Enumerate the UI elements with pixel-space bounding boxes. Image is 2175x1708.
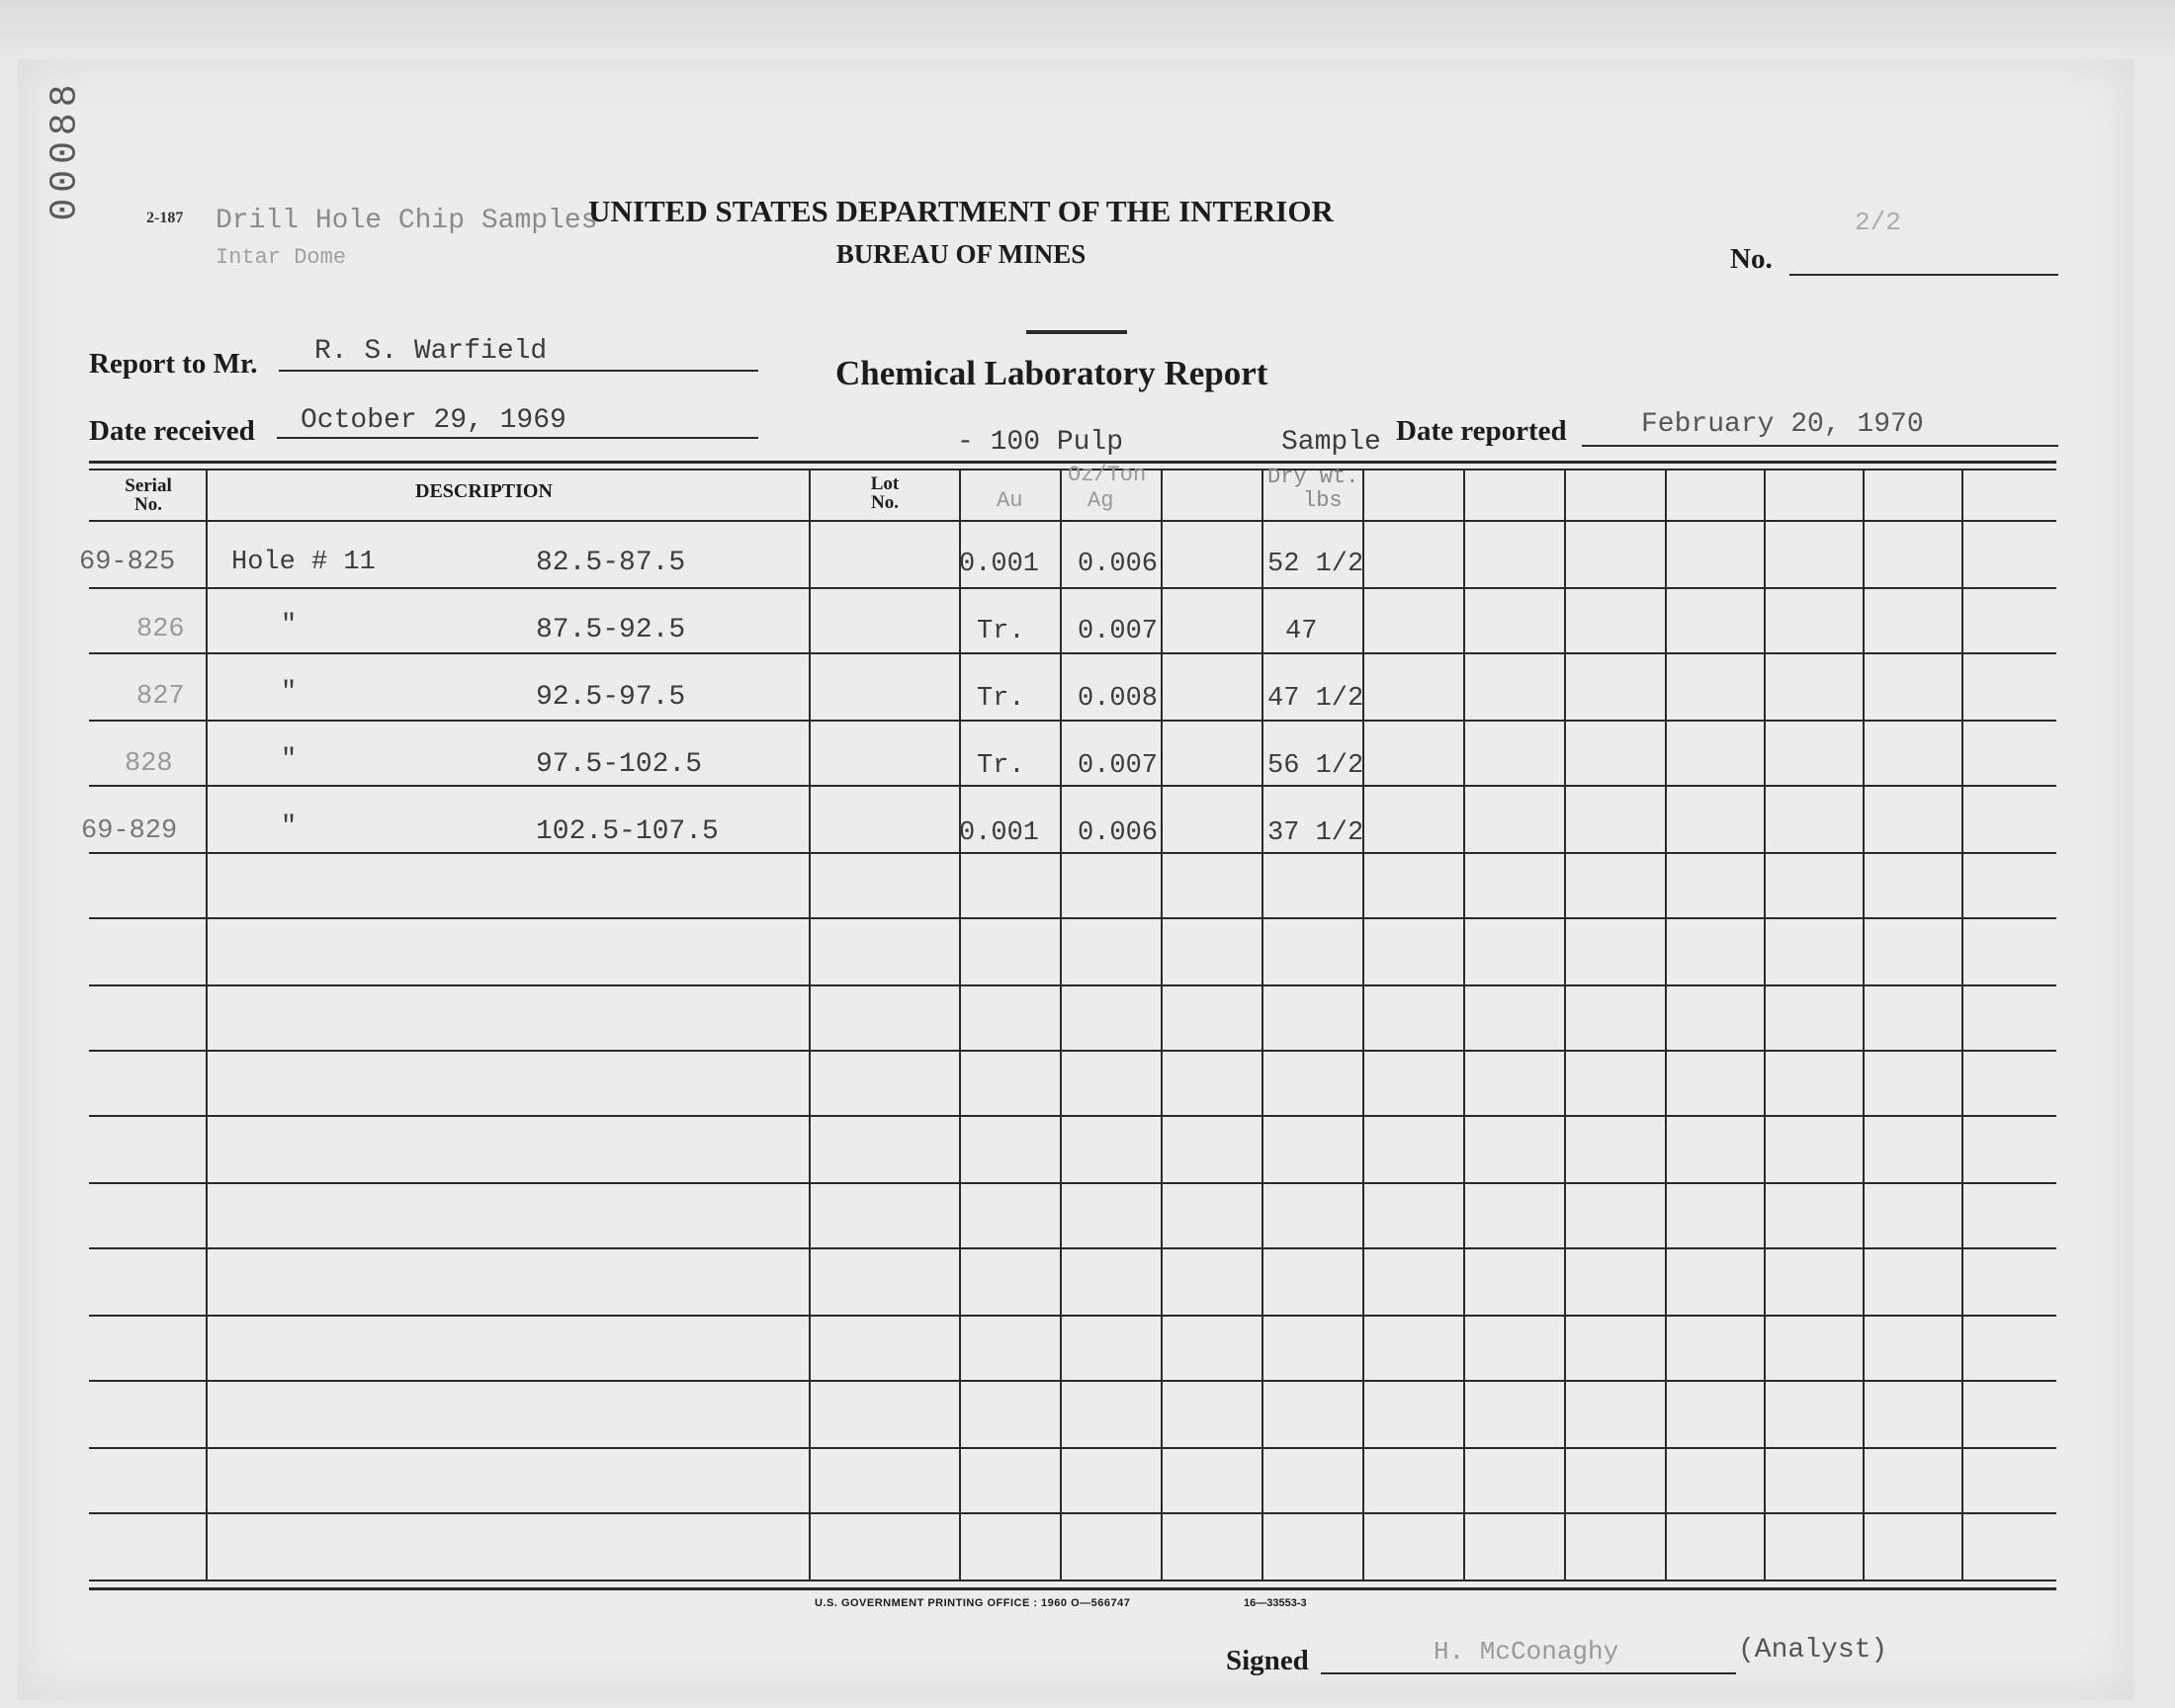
row-rule-8 bbox=[89, 1050, 2056, 1052]
no-underline bbox=[1789, 274, 2058, 276]
top-scan-strip bbox=[0, 0, 2175, 61]
row-serial: 828 bbox=[125, 749, 173, 779]
row-rule-13 bbox=[89, 1380, 2056, 1382]
row-au: Tr. bbox=[977, 617, 1025, 646]
row-interval: 102.5-107.5 bbox=[536, 816, 719, 847]
row-dry-wt: 56 1/2 bbox=[1267, 751, 1364, 781]
row-rule-14 bbox=[89, 1447, 2056, 1449]
row-rule-12 bbox=[89, 1315, 2056, 1317]
row-au: 0.001 bbox=[959, 550, 1040, 579]
col-line-blank-4 bbox=[1665, 470, 1667, 1581]
row-rule-10 bbox=[89, 1182, 2056, 1184]
row-rule-2 bbox=[89, 652, 2056, 654]
row-serial: 69-829 bbox=[81, 816, 178, 846]
report-to-value: R. S. Warfield bbox=[314, 336, 548, 367]
date-received-value: October 29, 1969 bbox=[301, 405, 566, 436]
col-line-blank-1 bbox=[1262, 470, 1263, 1581]
report-sheet bbox=[18, 59, 2133, 1700]
row-rule-3 bbox=[89, 720, 2056, 722]
row-serial: 69-825 bbox=[79, 548, 176, 577]
row-hole: " bbox=[281, 812, 298, 842]
col-line-blank-5 bbox=[1764, 470, 1766, 1581]
date-received-underline bbox=[277, 437, 758, 439]
row-serial: 827 bbox=[136, 682, 185, 712]
signed-label: Signed bbox=[1226, 1645, 1309, 1676]
col-line-serial bbox=[206, 470, 208, 1581]
row-ag: 0.008 bbox=[1078, 684, 1159, 714]
col-header-description: DESCRIPTION bbox=[415, 480, 553, 502]
no-value: 2/2 bbox=[1855, 208, 1901, 237]
no-label: No. bbox=[1730, 243, 1773, 275]
row-interval: 87.5-92.5 bbox=[536, 615, 686, 645]
signed-underline bbox=[1321, 1672, 1736, 1674]
col-header-oz-ton: Oz/Ton bbox=[1068, 463, 1147, 487]
row-interval: 82.5-87.5 bbox=[536, 548, 686, 578]
printing-office-note: U.S. GOVERNMENT PRINTING OFFICE : 1960 O—566747 bbox=[815, 1597, 1131, 1609]
col-line-blank-7 bbox=[1961, 470, 1963, 1581]
report-title: Chemical Laboratory Report bbox=[835, 354, 1268, 392]
header-divider bbox=[1026, 330, 1127, 334]
row-dry-wt: 37 1/2 bbox=[1267, 818, 1364, 848]
table-bottom-rule-2 bbox=[89, 1587, 2056, 1590]
top-left-note-2: Intar Dome bbox=[216, 245, 347, 270]
col-line-ag bbox=[1161, 470, 1163, 1581]
margin-number-text: 00088 bbox=[44, 78, 87, 221]
date-reported-value: February 20, 1970 bbox=[1641, 409, 1924, 440]
report-to-underline bbox=[279, 370, 758, 372]
date-received-label: Date received bbox=[89, 415, 255, 447]
date-reported-label: Date reported bbox=[1396, 415, 1567, 447]
row-rule-11 bbox=[89, 1247, 2056, 1249]
col-line-drywt bbox=[1362, 470, 1364, 1581]
bureau-heading: BUREAU OF MINES bbox=[835, 239, 1087, 269]
row-dry-wt: 47 1/2 bbox=[1267, 684, 1364, 714]
sample-note: Sample bbox=[1281, 427, 1381, 458]
row-interval: 92.5-97.5 bbox=[536, 682, 686, 713]
row-rule-9 bbox=[89, 1115, 2056, 1117]
col-header-ag: Ag bbox=[1088, 488, 1114, 513]
row-dry-wt: 47 bbox=[1285, 617, 1318, 646]
signed-value: H. McConaghy bbox=[1434, 1637, 1619, 1666]
col-header-serial: Serial No. bbox=[125, 475, 172, 515]
top-left-note-1: Drill Hole Chip Samples bbox=[216, 206, 598, 236]
col-line-blank-3 bbox=[1564, 470, 1566, 1581]
header-row-rule bbox=[89, 520, 2056, 522]
form-number: 16—33553-3 bbox=[1244, 1597, 1307, 1609]
top-left-mark: 2-187 bbox=[146, 210, 184, 226]
row-ag: 0.007 bbox=[1078, 617, 1159, 646]
col-line-description bbox=[809, 470, 811, 1581]
department-heading: UNITED STATES DEPARTMENT OF THE INTERIOR bbox=[588, 194, 1334, 228]
col-line-lot bbox=[959, 470, 961, 1581]
row-rule-15 bbox=[89, 1512, 2056, 1514]
row-hole: " bbox=[281, 611, 298, 640]
pulp-note: - 100 Pulp bbox=[957, 427, 1124, 458]
row-au: 0.001 bbox=[959, 818, 1040, 848]
report-to-label: Report to Mr. bbox=[89, 348, 258, 380]
row-dry-wt: 52 1/2 bbox=[1267, 550, 1364, 579]
col-header-lbs: lbs bbox=[1303, 488, 1343, 513]
row-rule-4 bbox=[89, 785, 2056, 787]
col-header-dry-wt: Dry wt. bbox=[1267, 465, 1359, 489]
analyst-note: (Analyst) bbox=[1738, 1635, 1888, 1665]
row-ag: 0.006 bbox=[1078, 550, 1159, 579]
col-line-blank-6 bbox=[1863, 470, 1865, 1581]
row-ag: 0.006 bbox=[1078, 818, 1159, 848]
row-au: Tr. bbox=[977, 684, 1025, 714]
row-hole: " bbox=[281, 745, 298, 775]
date-reported-underline bbox=[1582, 445, 2058, 447]
row-rule-7 bbox=[89, 984, 2056, 986]
row-hole: " bbox=[281, 678, 298, 708]
col-header-lot: Lot No. bbox=[870, 473, 900, 513]
row-serial: 826 bbox=[136, 615, 185, 644]
row-ag: 0.007 bbox=[1078, 751, 1159, 781]
row-rule-1 bbox=[89, 587, 2056, 589]
col-line-blank-2 bbox=[1463, 470, 1465, 1581]
row-rule-6 bbox=[89, 917, 2056, 919]
table-bottom-rule bbox=[89, 1580, 2056, 1581]
col-line-au bbox=[1060, 470, 1062, 1581]
row-rule-5 bbox=[89, 852, 2056, 854]
row-hole: Hole # 11 bbox=[231, 548, 376, 577]
row-interval: 97.5-102.5 bbox=[536, 749, 703, 780]
col-header-au: Au bbox=[997, 488, 1023, 513]
row-au: Tr. bbox=[977, 751, 1025, 781]
